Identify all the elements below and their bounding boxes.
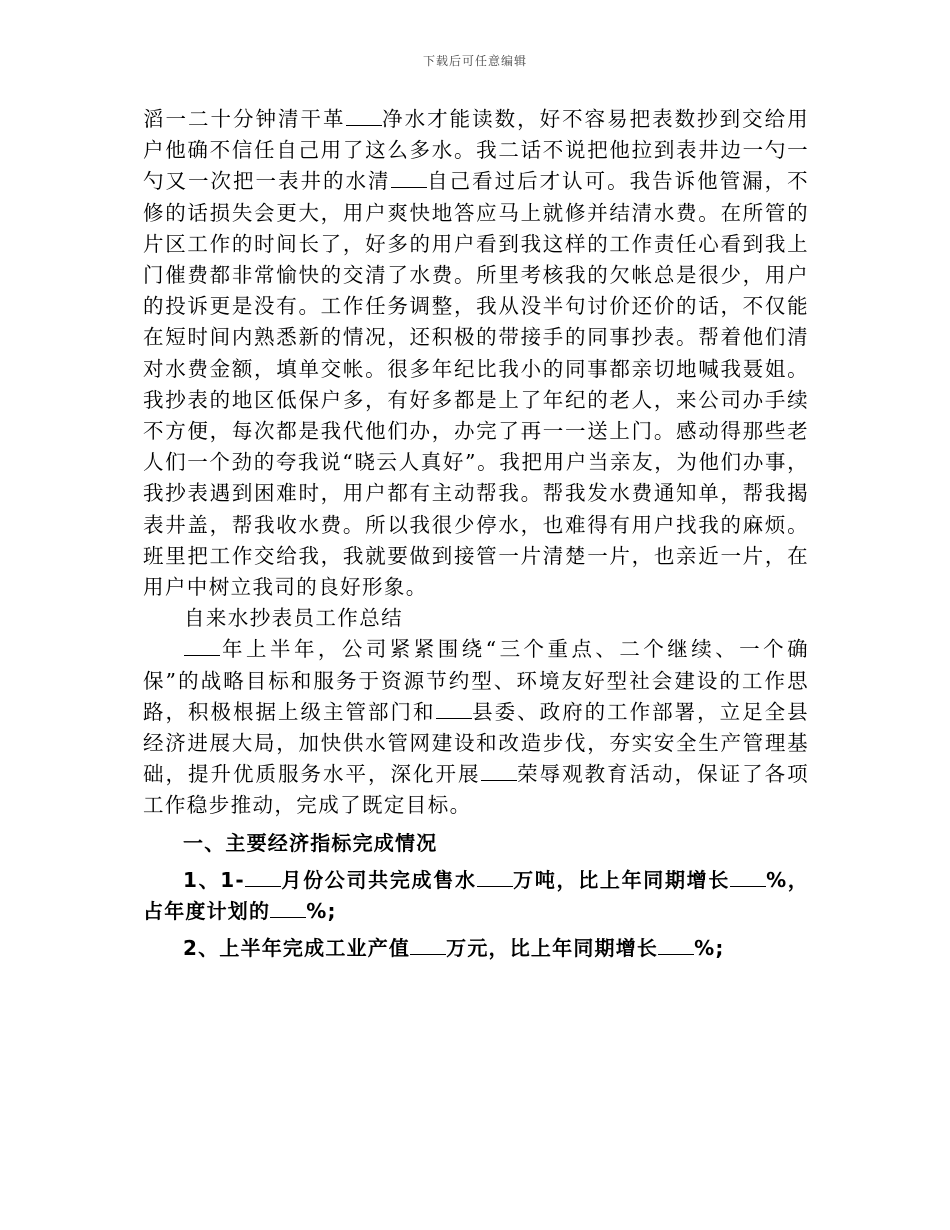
paragraph-2-part-a: 年上半年，公司紧紧围绕“三个重点、二个继续、一个确保”的战略目标和服务于资源节约型、环境友好型社会建设的工作思路，积极根据上级主管部门和 [143, 637, 809, 724]
list-item-2-part-b: 万元，比上年同期增长 [446, 936, 659, 961]
paragraph-1 [143, 104, 809, 603]
paragraph-1-part-b: 净水才能读数，好不容易把表数抄到交给用户他确不信任自己用了这么多水。我二话不说把他拉到表井边一勺一勺又一次把一表井的水清 [143, 107, 809, 194]
section-title: 自来水抄表员工作总结 [184, 606, 403, 631]
fill-blank [477, 885, 513, 887]
fill-blank [481, 779, 517, 781]
fill-blank [658, 953, 694, 955]
paragraph-2-part-b: 县委、政府的工作部署，立足全县经济进展大局，加快供水管网建设和改造步伐，夯实安全生产管理基础，提升优质服务水平，深化开展 [143, 699, 809, 787]
fill-blank [270, 916, 306, 918]
heading-main-indicators: 一、主要经济指标完成情况 [183, 830, 438, 855]
list-item-2 [143, 933, 809, 964]
paragraph-2 [143, 634, 809, 821]
paragraph-1-part-a: 滔一二十分钟清干革 [143, 107, 346, 131]
fill-blank [410, 953, 446, 955]
fill-blank [346, 124, 382, 126]
list-item-1-part-e: %; [306, 899, 337, 924]
list-item-2-part-c: %; [694, 936, 725, 961]
list-item-1 [143, 865, 809, 927]
fill-blank [436, 717, 472, 719]
fill-blank [730, 885, 766, 887]
fill-blank [184, 654, 220, 656]
list-item-1-part-b: 月份公司共完成售水 [280, 867, 477, 892]
list-item-2-part-a: 2、上半年完成工业产值 [183, 936, 411, 961]
paragraph-1-part-c: 自己看过后才认可。我告诉他管漏，不修的话损失会更大，用户爽快地答应马上就修并结清水费。在所管的片区工作的时间长了，好多的用户看到我这样的工作责任心看到我上门催费都非常愉快的交清了水费。所里考核我的欠帐总是很少，用户的投诉更是没有。工作任务调整，我从没半句讨价还价的话，不仅能在短时间内熟悉新的情况，还积极的带接手的同事抄表。帮着他们清对水费金额，填单交帐。很多年纪比我小的同事都亲切地喊我聂姐。我抄表的地区低保户多，有好多都是上了年纪的老人，来公司办手续不方便，每次都是我代他们办，办完了再一一送上门。感动得那些老人们一个劲的夸我说“晓云人真好”。我把用户当亲友，为他们办事，我抄表遇到困难时，用户都有主动帮我。帮我发水费通知单，帮我揭表井盖，帮我收水费。所以我很少停水，也难得有用户找我的麻烦。班里把工作交给我，我就要做到接管一片清楚一片，也亲近一片，在用户中树立我司的良好形象。 [143, 169, 809, 600]
list-item-1-part-a: 1、1- [183, 867, 245, 892]
document-body [143, 104, 809, 964]
list-item-1-part-c: 万吨，比上年同期增长 [512, 867, 731, 892]
list-item-1-part-d: %，占年度计划的 [143, 867, 809, 924]
page-header: 下载后可任意编辑 [422, 54, 527, 68]
fill-blank [245, 885, 281, 887]
paragraph-2-part-c: 荣辱观教育活动，保证了各项工作稳步推动，完成了既定目标。 [143, 762, 809, 818]
fill-blank [391, 186, 427, 188]
